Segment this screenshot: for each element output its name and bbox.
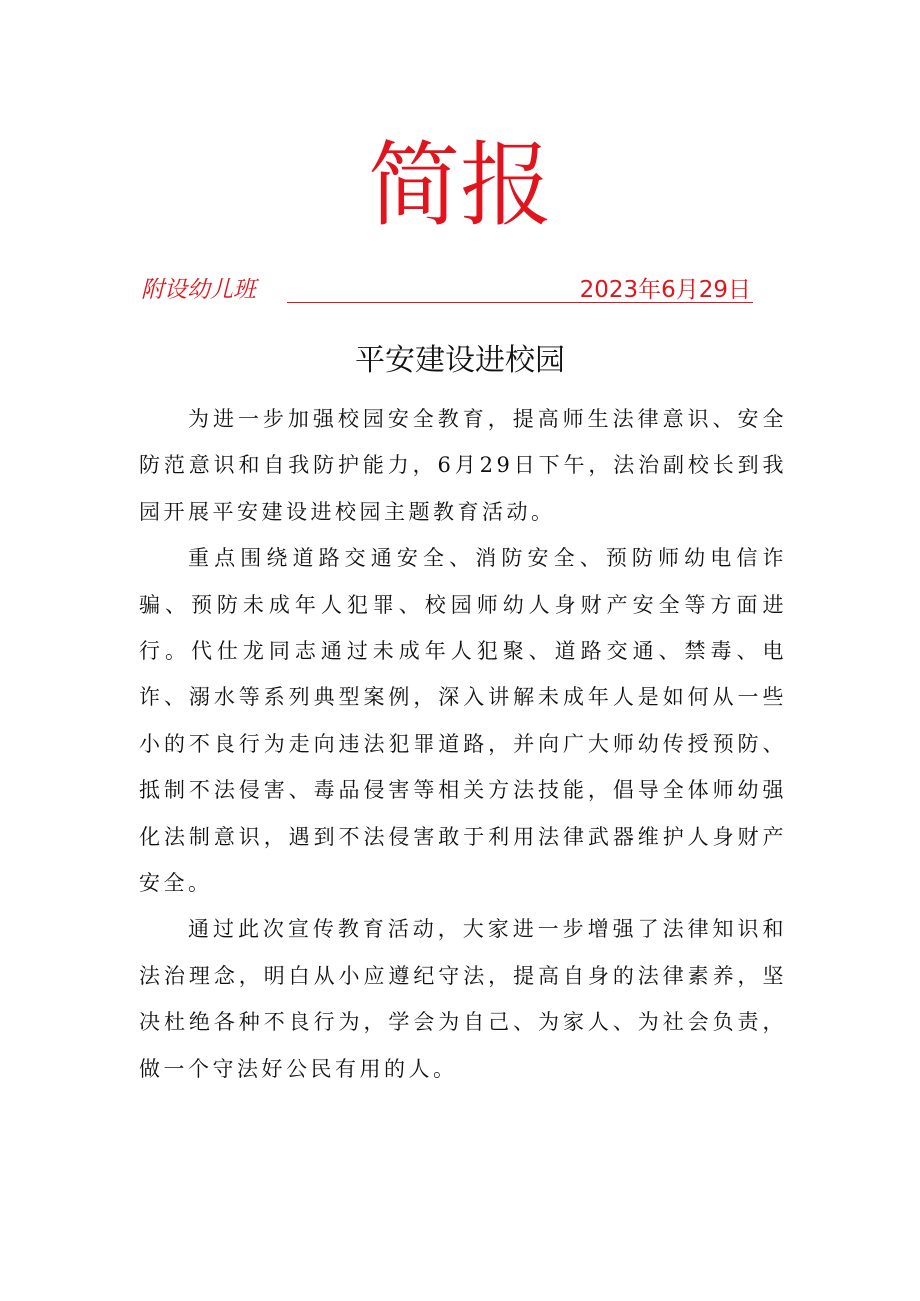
masthead-title: 简报 [367, 132, 552, 239]
organization-label: 附设幼儿班 [141, 277, 256, 303]
article-body [139, 396, 787, 1092]
meta-row [141, 276, 753, 306]
paragraph-intro: 为进一步加强校园安全教育，提高师生法律意识、安全防范意识和自我防护能力，6月29日下午，法治副校长到我园开展平安建设进校园主题教育活动。 [139, 407, 787, 524]
paragraph-content: 重点围绕道路交通安全、消防安全、预防师幼电信诈骗、预防未成年人犯罪、校园师幼人身财产安全等方面进行。代仕龙同志通过未成年人犯聚、道路交通、禁毒、电诈、溺水等系列典型案例，深入讲解未成年人是如何从一些小的不良行为走向违法犯罪道路，并向广大师幼传授预防、抵制不法侵害、毒品侵害等相关方法技能，倡导全体师幼强化法制意识，遇到不法侵害敢于利用法律武器维护人身财产安全。 [139, 546, 787, 896]
article-title: 平安建设进校园 [355, 343, 565, 378]
paragraph-conclusion: 通过此次宣传教育活动，大家进一步增强了法律知识和法治理念，明白从小应遵纪守法，提高自身的法律素养，坚决杜绝各种不良行为，学会为自己、为家人、为社会负责，做一个守法好公民有用的人。 [139, 917, 787, 1081]
publish-date: 2023年6月29日 [579, 277, 751, 303]
